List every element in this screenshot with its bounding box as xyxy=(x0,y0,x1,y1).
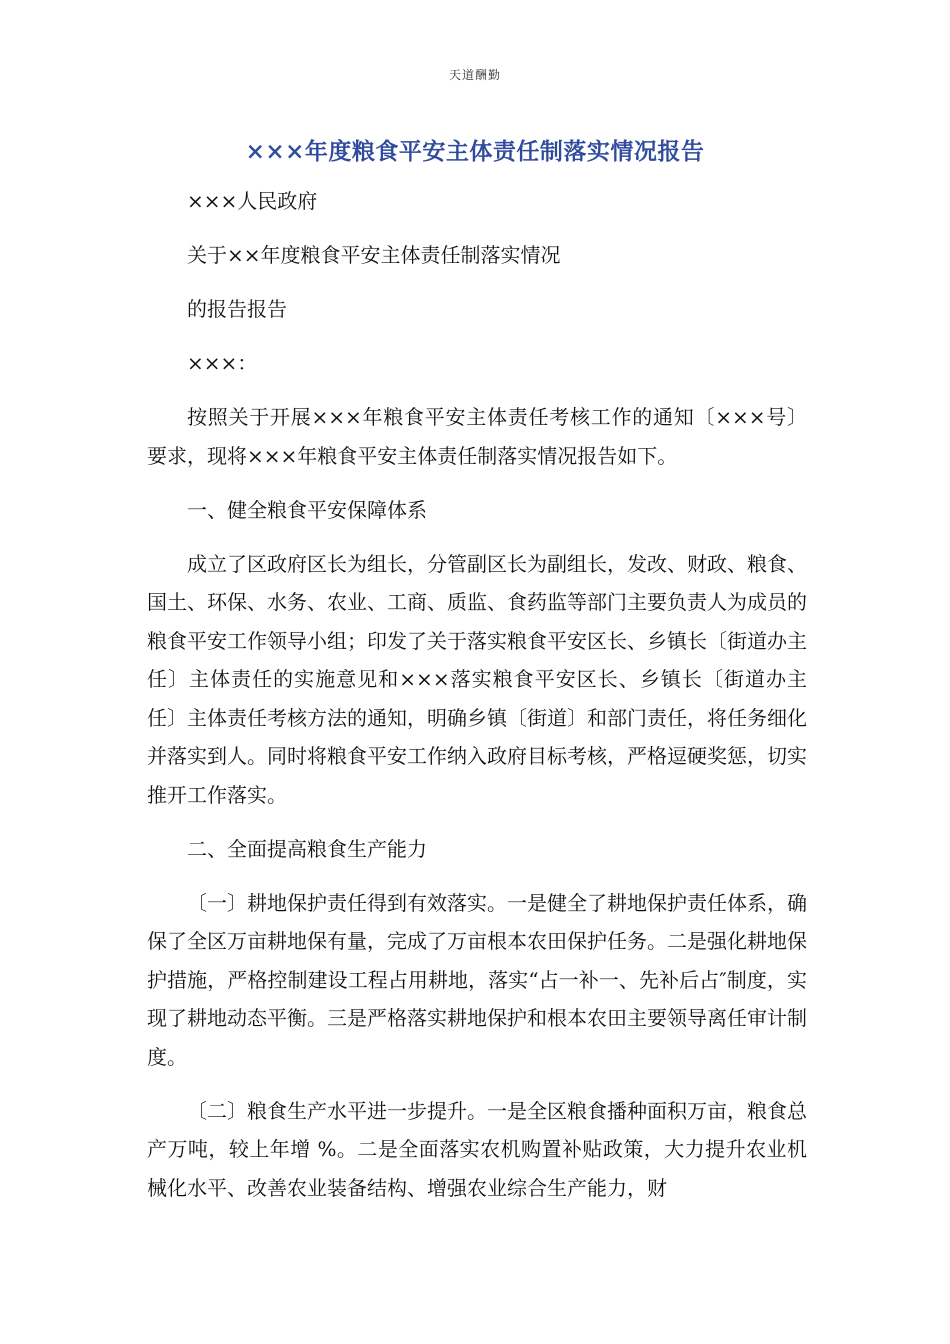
paragraph-subsection-1: 〔一〕耕地保护责任得到有效落实。一是健全了耕地保护责任体系，确保了全区万亩耕地保有量，完成了万亩根本农田保护任务。二是强化耕地保护措施，严格控制建设工程占用耕地，落实“占一补一、先补后占″制度，实现了耕地动态平衡。三是严格落实耕地保护和根本农田主要领导离任审计制度。 xyxy=(147,890,807,1069)
section-heading-2: 二、全面提高粮食生产能力 xyxy=(187,836,427,861)
page-header: 天道酬勤 xyxy=(448,68,501,82)
paragraph-subject-line-2: 的报告报告 xyxy=(187,297,287,321)
paragraph-subject-line-1: 关于××年度粮食平安主体责任制落实情况 xyxy=(187,243,561,267)
paragraph-salutation: ×××： xyxy=(187,351,258,375)
paragraph-subsection-2: 〔二〕粮食生产水平进一步提升。一是全区粮食播种面积万亩，粮食总产万吨，较上年增 %。二是全面落实农机购置补贴政策，大力提升农业机械化水平、改善农业装备结构、增强农业综合生产能力，财 xyxy=(147,1098,807,1200)
paragraph-intro: 按照关于开展×××年粮食平安主体责任考核工作的通知〔×××号〕要求，现将×××年粮食平安主体责任制落实情况报告如下。 xyxy=(147,405,807,468)
paragraph-recipient-org: ×××人民政府 xyxy=(187,189,318,213)
section-heading-1: 一、健全粮食平安保障体系 xyxy=(187,497,427,522)
document-body xyxy=(147,182,807,1223)
document-title: ×××年度粮食平安主体责任制落实情况报告 xyxy=(245,138,705,165)
paragraph-section-1-body: 成立了区政府区长为组长，分管副区长为副组长，发改、财政、粮食、国土、环保、水务、农业、工商、质监、食药监等部门主要负责人为成员的粮食平安工作领导小组；印发了关于落实粮食平安区长、乡镇长〔街道办主任〕主体责任的实施意见和×××落实粮食平安区长、乡镇长〔街道办主任〕主体责任考核方法的通知，明确乡镇〔街道〕和部门责任，将任务细化并落实到人。同时将粮食平安工作纳入政府目标考核，严格逗硬奖惩，切实推开工作落实。 xyxy=(147,551,807,807)
